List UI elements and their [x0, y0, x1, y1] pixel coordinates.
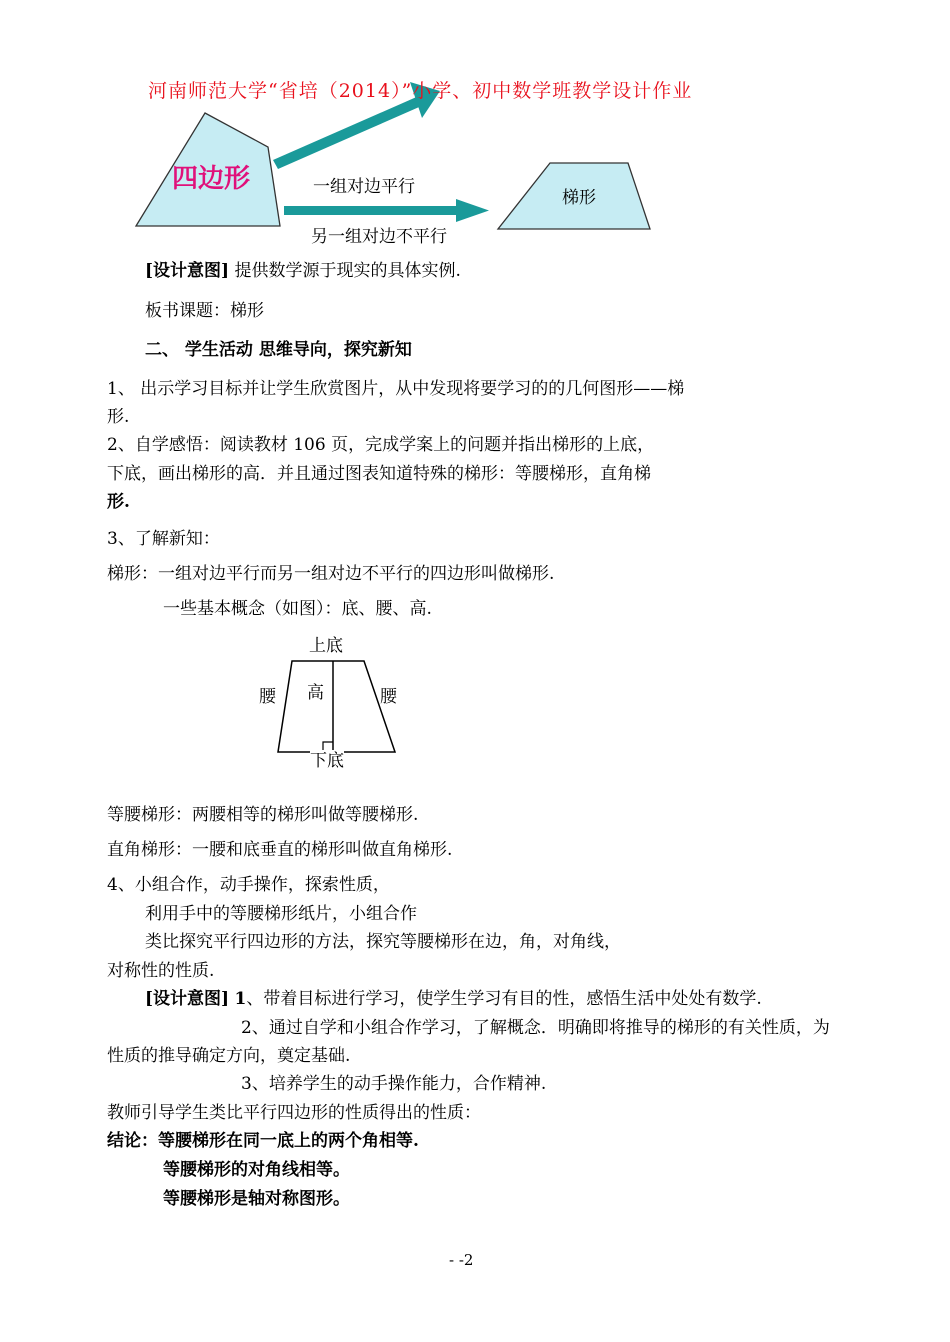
- item-1-line-1: 1、 出示学习目标并让学生欣赏图片，从中发现将要学习的的几何图形——梯: [107, 379, 685, 399]
- item-4-line-3: 类比探究平行四边形的方法，探究等腰梯形在边，角，对角线，: [145, 932, 621, 952]
- item-2-line-3: 形.: [107, 492, 130, 512]
- diagram-bottom-base-label: 下底: [310, 751, 344, 771]
- conclusion-line-3: 等腰梯形是轴对称图形。: [163, 1189, 350, 1209]
- design-intent-2-p3: 3、培养学生的动手操作能力，合作精神.: [241, 1074, 547, 1094]
- design-intent-2-p2a: 2、通过自学和小组合作学习，了解概念．明确即将推导的梯形的有关性质，为: [241, 1018, 830, 1038]
- design-intent-1: [145, 260, 461, 282]
- item-2-line-2: 下底，画出梯形的高．并且通过图表知道特殊的梯形：等腰梯形，直角梯: [107, 464, 651, 484]
- item-4-line-1: 4、小组合作，动手操作，探索性质，: [107, 875, 390, 895]
- definition-trapezoid: 梯形：一组对边平行而另一组对边不平行的四边形叫做梯形.: [107, 564, 555, 584]
- design-intent-2-num: 1: [234, 989, 247, 1009]
- design-intent-2-p2b: 性质的推导确定方向，奠定基础.: [107, 1046, 351, 1066]
- design-intent-2-tag: [设计意图]: [145, 989, 230, 1009]
- header-title: 河南师范大学“省培（2014）”小学、初中数学班教学设计作业: [148, 80, 693, 102]
- conclusion-line-2: 等腰梯形的对角线相等。: [163, 1160, 350, 1180]
- item-4-line-4: 对称性的性质.: [107, 961, 215, 981]
- concept-trapezoid: [278, 661, 395, 752]
- item-1-line-2: 形.: [107, 407, 130, 427]
- item-4-line-2: 利用手中的等腰梯形纸片，小组合作: [145, 904, 417, 924]
- definition-isosceles: 等腰梯形：两腰相等的梯形叫做等腰梯形.: [107, 805, 419, 825]
- definition-right: 直角梯形：一腰和底垂直的梯形叫做直角梯形.: [107, 840, 453, 860]
- arrow-label-bottom: 另一组对边不平行: [311, 227, 447, 247]
- design-intent-2-p1: 、带着目标进行学习，使学生学习有目的性，感悟生活中处处有数学.: [246, 989, 762, 1009]
- diagram-right-leg-label: 腰: [380, 687, 397, 707]
- arrow-label-top: 一组对边平行: [313, 177, 415, 197]
- diagram-height-label: 高: [307, 683, 324, 703]
- teacher-guide: 教师引导学生类比平行四边形的性质得出的性质：: [107, 1103, 481, 1123]
- design-intent-tag: [设计意图]: [145, 261, 230, 281]
- page-number: - -2: [449, 1251, 474, 1269]
- section-2-heading: 二、 学生活动 思维导向，探究新知: [145, 340, 412, 360]
- item-3: 3、了解新知：: [107, 529, 220, 549]
- quadrilateral-label: 四边形: [172, 164, 251, 194]
- conclusion-line-1: 结论：等腰梯形在同一底上的两个角相等.: [107, 1131, 419, 1151]
- trapezoid-label: 梯形: [562, 188, 596, 208]
- design-intent-2-line-1: [145, 988, 762, 1010]
- basic-concepts: 一些基本概念（如图）：底、腰、高.: [163, 599, 432, 619]
- item-2-line-1: 2、自学感悟：阅读教材 106 页，完成学案上的问题并指出梯形的上底，: [107, 435, 655, 455]
- arrow-right-icon: [284, 199, 489, 222]
- diagram-left-leg-label: 腰: [259, 687, 276, 707]
- board-title: 板书课题：梯形: [145, 301, 264, 321]
- design-intent-text: 提供数学源于现实的具体实例.: [234, 261, 461, 281]
- diagram-top-base-label: 上底: [309, 636, 343, 656]
